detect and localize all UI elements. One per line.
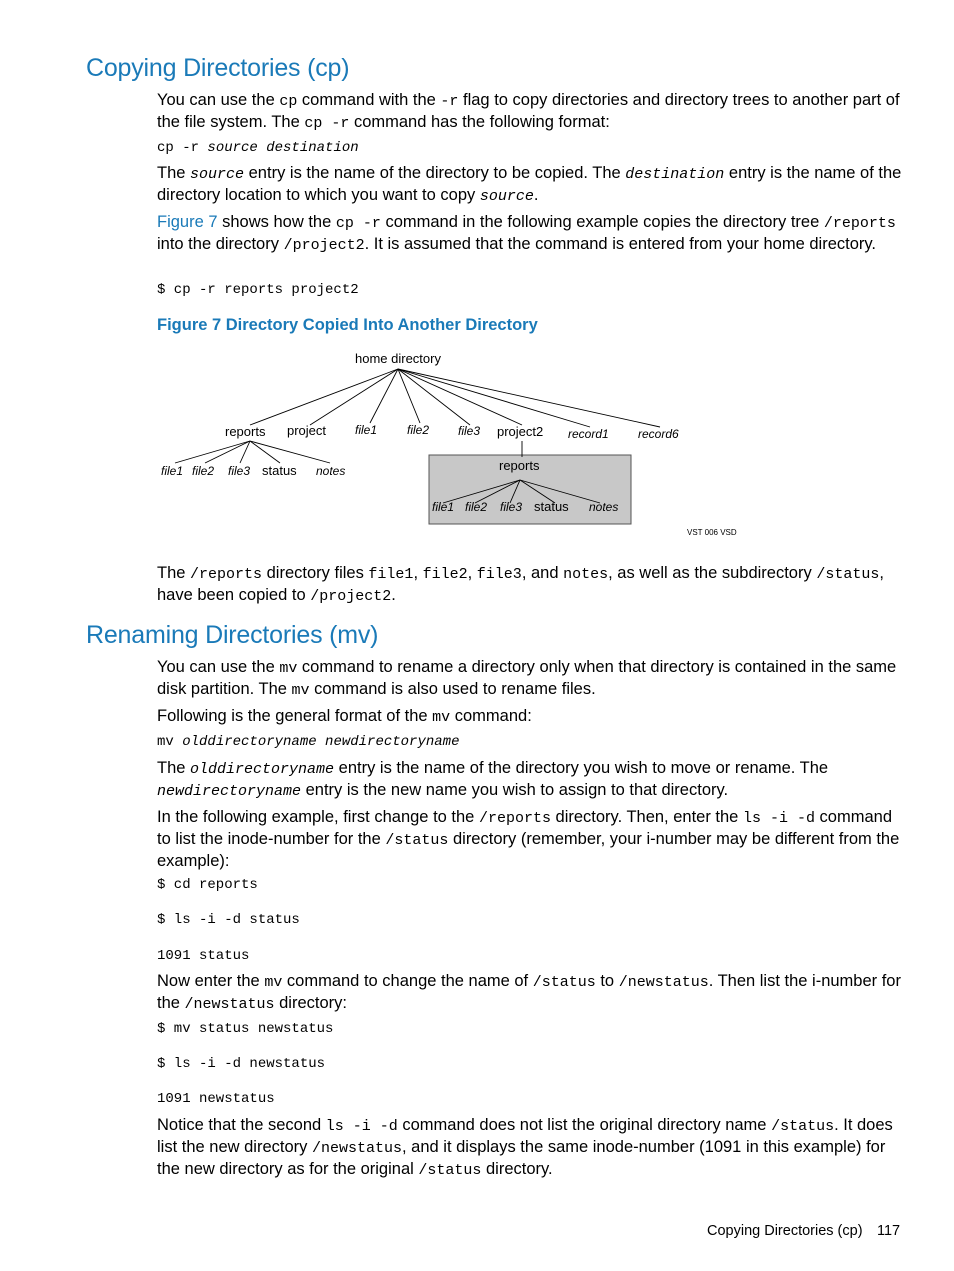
code-line: $ cd reports <box>157 877 258 893</box>
paragraph: In the following example, first change to the /reports directory. Then, enter the ls -i -d command to list the inode-number for the /status directory (remember, your i-number may be different from the example): <box>157 808 900 870</box>
copied-dir-label: reports <box>499 458 540 473</box>
tree-leaf: notes <box>316 464 346 478</box>
tree-leaf: file1 <box>161 464 184 478</box>
copied-leaf: status <box>534 499 569 514</box>
paragraph: Notice that the second ls -i -d command does not list the original directory name /status. It does list the new directory /newstatus, and it displays the same inode-number (1091 in this example) for the new directory as for the original /status directory. <box>157 1116 893 1179</box>
paragraph: Following is the general format of the mv command: <box>157 707 532 726</box>
tree-leaf: file3 <box>228 464 251 478</box>
code-block: cp -r source destination <box>157 140 359 156</box>
paragraph: Figure 7 shows how the cp -r command in the following example copies the directory tree /reports into the directory /project2. It is assumed that the command is entered from your home directory. <box>157 213 896 254</box>
code-line: 1091 newstatus <box>157 1091 275 1107</box>
directory-tree-figure <box>150 345 770 545</box>
copied-leaf: notes <box>589 500 619 514</box>
copied-leaf: file3 <box>500 500 523 514</box>
section-title-renaming: Renaming Directories (mv) <box>86 621 379 649</box>
tree-node: reports <box>225 424 266 439</box>
code-line: $ ls -i -d status <box>157 912 300 928</box>
paragraph: The olddirectoryname entry is the name of the directory you wish to move or rename. The newdirectoryname entry is the new name you wish to assign to that directory. <box>157 759 829 800</box>
code-block: $ cp -r reports project2 <box>157 282 359 298</box>
tree-node: project <box>287 423 327 438</box>
tree-root-label: home directory <box>355 351 441 366</box>
tree-node: file1 <box>355 423 378 437</box>
paragraph: The source entry is the name of the directory to be copied. The destination entry is the name of the directory location to which you want to copy source. <box>157 164 902 205</box>
footer-section-name: Copying Directories (cp) <box>707 1223 863 1239</box>
code-line: $ ls -i -d newstatus <box>157 1056 326 1072</box>
paragraph: The /reports directory files file1, file2, file3, and notes, as well as the subdirectory /status, have been copied to /project2. <box>157 564 884 605</box>
figure-code-mark: VST 006 VSD <box>687 528 737 537</box>
paragraph: Now enter the mv command to change the name of /status to /newstatus. Then list the i-number for the /newstatus directory: <box>157 972 901 1013</box>
tree-leaf: status <box>262 463 297 478</box>
tree-node: record6 <box>638 427 679 441</box>
tree-leaf: file2 <box>192 464 215 478</box>
copied-leaf: file1 <box>432 500 455 514</box>
tree-node: file2 <box>407 423 430 437</box>
tree-node: file3 <box>458 424 481 438</box>
page-number: 117 <box>877 1223 901 1239</box>
paragraph: You can use the mv command to rename a directory only when that directory is contained in the same disk partition. The mv command is also used to rename files. <box>157 658 897 699</box>
tree-node: record1 <box>568 427 609 441</box>
figure-link[interactable]: Figure 7 <box>157 213 218 231</box>
code-block: mv olddirectoryname newdirectoryname <box>157 734 460 750</box>
code-line: 1091 status <box>157 948 250 964</box>
tree-node: project2 <box>497 424 544 439</box>
copied-leaf: file2 <box>465 500 488 514</box>
paragraph: You can use the cp command with the -r flag to copy directories and directory trees to another part of the file system. The cp -r command has the following format: <box>157 91 900 132</box>
code-line: $ mv status newstatus <box>157 1021 334 1037</box>
section-title-copying: Copying Directories (cp) <box>86 54 350 82</box>
figure-caption: Figure 7 Directory Copied Into Another Directory <box>157 316 538 334</box>
